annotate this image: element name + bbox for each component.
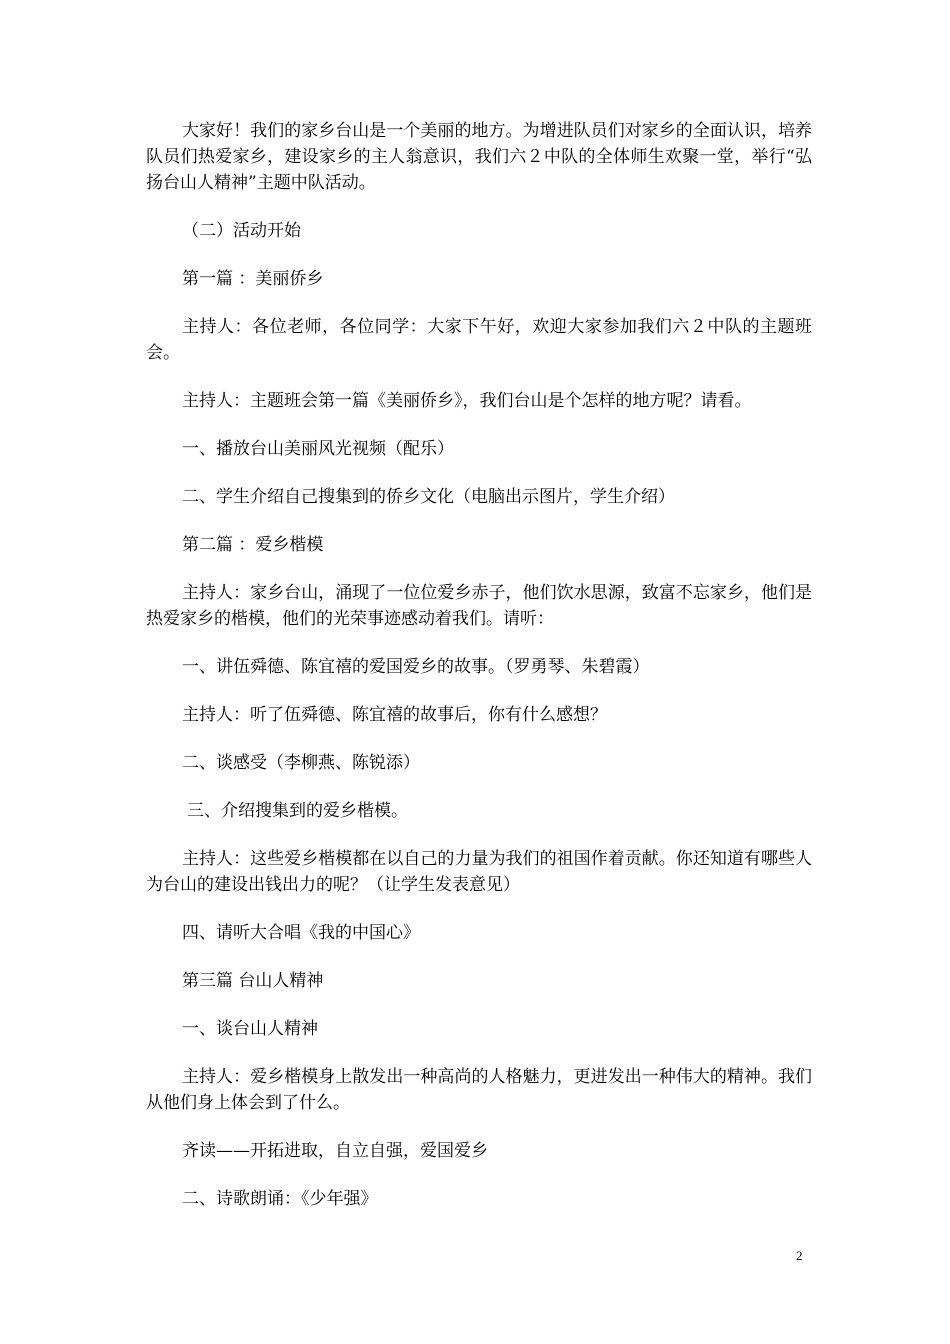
heading-part-two: 第二篇 ：爱乡楷模	[182, 535, 324, 555]
list-item-stories: 一、讲伍舜德、陈宜禧的爱国爱乡的故事。（罗勇琴、朱碧霞）	[182, 657, 650, 677]
paragraph-host-contribution: 主持人：这些爱乡楷模都在以自己的力量为我们的祖国作着贡献。你还知道有哪些人为台山的建设出钱出力的呢？（让学生发表意见）	[146, 849, 812, 895]
heading-part-one: 第一篇 ：美丽侨乡	[182, 269, 324, 289]
list-item-culture: 二、学生介绍自己搜集到的侨乡文化（电脑出示图片，学生介绍）	[182, 487, 675, 507]
list-item-chorus: 四、请听大合唱《我的中国心》	[182, 923, 420, 943]
paragraph-recite: 齐读——开拓进取，自立自强，爱国爱乡	[182, 1141, 488, 1161]
page-number: 2	[796, 1248, 803, 1263]
paragraph-host-greeting: 主持人：各位老师，各位同学：大家下午好，欢迎大家参加我们六２中队的主题班会。	[146, 317, 812, 363]
paragraph-intro: 大家好！我们的家乡台山是一个美丽的地方。为增进队员们对家乡的全面认识，培养队员们热爱家乡，建设家乡的主人翁意识，我们六２中队的全体师生欢聚一堂，举行“弘扬台山人精神”主题中队活动。	[146, 121, 812, 193]
paragraph-host-question: 主持人：听了伍舜德、陈宜禧的故事后，你有什么感想？	[182, 705, 607, 725]
heading-part-three: 第三篇 台山人精神	[182, 971, 324, 991]
list-item-spirit: 一、谈台山人精神	[182, 1019, 318, 1039]
paragraph-activity-start: （二）活动开始	[182, 221, 301, 241]
list-item-feelings: 二、谈感受（李柳燕、陈锐添）	[182, 753, 420, 773]
list-item-poem: 二、诗歌朗诵：《少年强》	[182, 1189, 378, 1209]
paragraph-host-spirit: 主持人：爱乡楷模身上散发出一种高尚的人格魅力，更进发出一种伟大的精神。我们从他们身上体会到了什么。	[146, 1067, 812, 1113]
paragraph-host-part-one: 主持人：主题班会第一篇《美丽侨乡》，我们台山是个怎样的地方呢？请看。	[182, 391, 752, 411]
list-item-video: 一、播放台山美丽风光视频（配乐）	[182, 439, 454, 459]
document-body	[146, 118, 812, 1234]
paragraph-host-part-two: 主持人：家乡台山，涌现了一位位爱乡赤子，他们饮水思源，致富不忘家乡，他们是热爱家乡的楷模，他们的光荣事迹感动着我们。请听：	[146, 583, 812, 629]
list-item-role-models: 三、介绍搜集到的爱乡楷模。	[187, 801, 408, 821]
